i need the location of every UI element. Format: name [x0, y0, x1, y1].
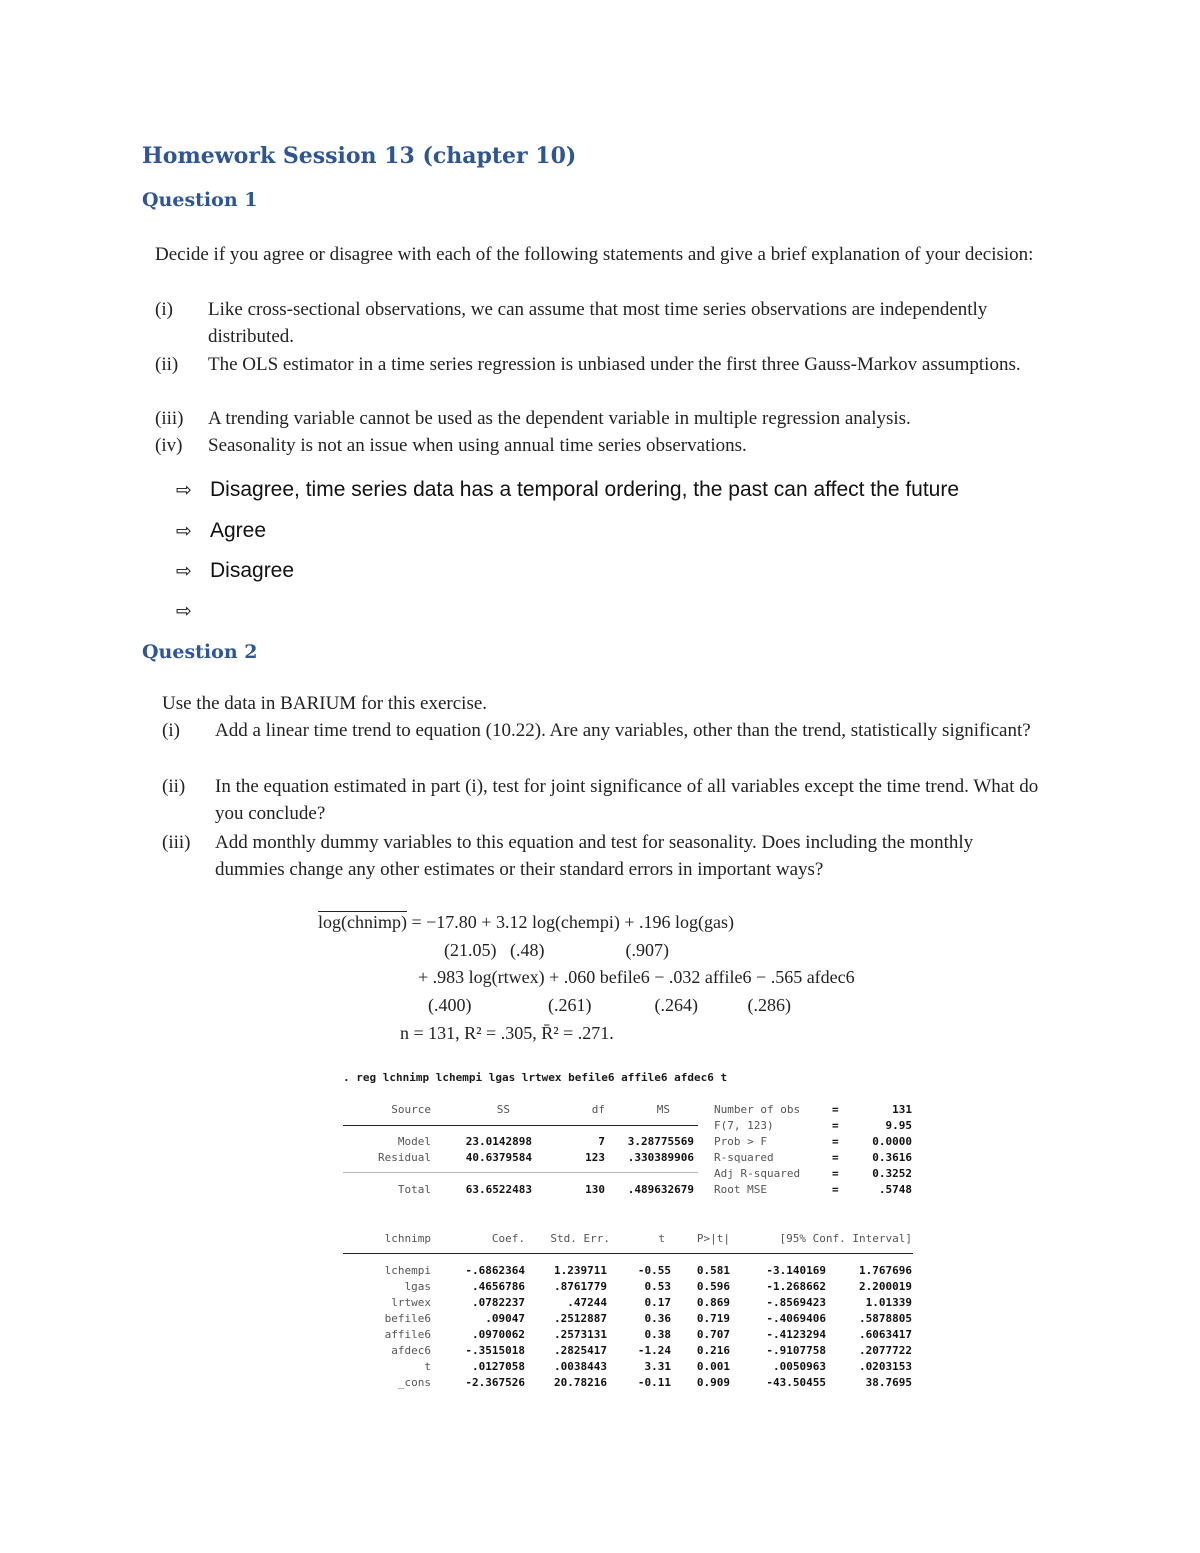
- anova-ms: .489632679: [627, 1183, 694, 1196]
- question-1-item: [155, 405, 1055, 432]
- coef-p: 0.869: [696, 1296, 730, 1309]
- fit-stat-label: Adj R-squared: [714, 1167, 801, 1180]
- coef-value: -.3515018: [465, 1344, 525, 1357]
- question-1-heading: Question 1: [142, 189, 258, 211]
- item-text: Add a linear time trend to equation (10.22). Are any variables, other than the trend, statistically significant?: [215, 720, 1031, 741]
- coef-t: 0.17: [644, 1296, 671, 1309]
- anova-ss: 23.0142898: [465, 1135, 532, 1148]
- coef-std-err: 20.78216: [554, 1376, 607, 1389]
- anova-header: MS: [656, 1103, 670, 1116]
- coef-ci-high: 1.767696: [859, 1264, 912, 1277]
- coef-value: .0127058: [472, 1360, 525, 1373]
- coef-p: 0.581: [696, 1264, 730, 1277]
- anova-df: 130: [585, 1183, 605, 1196]
- coef-std-err: .2573131: [554, 1328, 607, 1341]
- question-2-item: [162, 829, 1062, 883]
- anova-header: df: [591, 1103, 605, 1116]
- fit-stat-label: Root MSE: [714, 1183, 767, 1196]
- answer-line: [176, 559, 294, 583]
- equation-line-4: (.400) (.261) (.264) (.286): [428, 995, 791, 1015]
- coef-header: lchnimp: [384, 1232, 431, 1245]
- anova-header: SS: [496, 1103, 510, 1116]
- coef-value: .4656786: [472, 1280, 525, 1293]
- item-number: (iv): [155, 435, 183, 456]
- equation-line-2: (21.05) (.48) (.907): [444, 940, 669, 960]
- item-text: Like cross-sectional observations, we can assume that most time series observations are independently distributed.: [208, 299, 988, 347]
- fit-stat-label: R-squared: [714, 1151, 774, 1164]
- anova-ss: 63.6522483: [465, 1183, 532, 1196]
- coef-value: .0782237: [472, 1296, 525, 1309]
- question-2-item: [162, 773, 1062, 827]
- fit-stat-label: Prob > F: [714, 1135, 767, 1148]
- coef-value: -2.367526: [465, 1376, 525, 1389]
- coef-ci-low: -1.268662: [766, 1280, 826, 1293]
- item-text: A trending variable cannot be used as the dependent variable in multiple regression analysis.: [208, 408, 911, 429]
- coef-t: -0.55: [637, 1264, 671, 1277]
- coef-header: P>|t|: [696, 1232, 730, 1245]
- coef-var: t: [424, 1360, 431, 1373]
- coef-ci-high: .6063417: [859, 1328, 912, 1341]
- coef-t: 0.36: [644, 1312, 671, 1325]
- answer-text: Disagree: [210, 559, 295, 582]
- item-number: (i): [162, 720, 180, 741]
- fit-stat-eq: =: [832, 1119, 839, 1132]
- coef-std-err: .2512887: [554, 1312, 607, 1325]
- item-text: Add monthly dummy variables to this equation and test for seasonality. Does including the monthly dummies change any other estimates or their standard errors in important ways?: [215, 832, 974, 880]
- fit-stat-eq: =: [832, 1151, 839, 1164]
- anova-header: Source: [391, 1103, 431, 1116]
- coef-std-err: 1.239711: [554, 1264, 607, 1277]
- coef-std-err: .8761779: [554, 1280, 607, 1293]
- equation-line-3: + .983 log(rtwex) + .060 befile6 − .032 affile6 − .565 afdec6: [418, 967, 855, 987]
- anova-ms: 3.28775569: [627, 1135, 694, 1148]
- stata-command: . reg lchnimp lchempi lgas lrtwex befile6 affile6 afdec6 t: [343, 1071, 728, 1084]
- coef-t: 3.31: [644, 1360, 671, 1373]
- page-title: Homework Session 13 (chapter 10): [142, 143, 577, 169]
- coef-p: 0.001: [696, 1360, 730, 1373]
- question-1-intro: Decide if you agree or disagree with each of the following statements and give a brief explanation of your decision:: [155, 244, 1034, 265]
- item-text: Seasonality is not an issue when using annual time series observations.: [208, 435, 747, 456]
- table-rule: [343, 1253, 913, 1254]
- coef-var: afdec6: [391, 1344, 431, 1357]
- coef-ci-low: -3.140169: [766, 1264, 826, 1277]
- equation-line-1: [318, 912, 734, 933]
- answer-line: [176, 519, 266, 543]
- anova-ss: 40.6379584: [465, 1151, 532, 1164]
- item-number: (ii): [162, 776, 186, 797]
- coef-ci-low: -.4123294: [766, 1328, 826, 1341]
- anova-source: Model: [397, 1135, 431, 1148]
- coef-header: Std. Err.: [550, 1232, 610, 1245]
- coef-ci-low: .0050963: [773, 1360, 826, 1373]
- answer-text: Agree: [210, 519, 267, 542]
- coef-ci-high: 38.7695: [865, 1376, 912, 1389]
- coef-header: t: [658, 1232, 665, 1245]
- question-1-item: [155, 296, 1055, 350]
- coef-std-err: .47244: [567, 1296, 607, 1309]
- coef-ci-low: -43.50455: [766, 1376, 826, 1389]
- coef-p: 0.707: [696, 1328, 730, 1341]
- fit-stat-value: 0.0000: [872, 1135, 912, 1148]
- anova-ms: .330389906: [627, 1151, 694, 1164]
- coef-var: lgas: [404, 1280, 431, 1293]
- table-rule: [343, 1125, 698, 1126]
- arrow-icon: ⇨: [176, 560, 192, 582]
- coef-ci-high: .5878805: [859, 1312, 912, 1325]
- question-1-item: [155, 351, 1055, 405]
- question-2-heading: Question 2: [142, 641, 258, 663]
- equation-lhs: log(chnimp): [318, 912, 407, 932]
- fit-stat-eq: =: [832, 1103, 839, 1116]
- anova-df: 123: [585, 1151, 605, 1164]
- coef-ci-low: -.4069406: [766, 1312, 826, 1325]
- answer-line: [176, 599, 210, 623]
- coef-var: affile6: [384, 1328, 431, 1341]
- coef-t: -0.11: [637, 1376, 671, 1389]
- coef-var: _cons: [397, 1376, 431, 1389]
- anova-source: Residual: [378, 1151, 431, 1164]
- fit-stat-label: F(7, 123): [714, 1119, 774, 1132]
- coef-ci-low: -.9107758: [766, 1344, 826, 1357]
- coef-value: .09047: [485, 1312, 525, 1325]
- equation-rhs: = −17.80 + 3.12 log(chempi) + .196 log(gas): [411, 912, 735, 932]
- arrow-icon: ⇨: [176, 520, 192, 542]
- item-number: (i): [155, 299, 173, 320]
- coef-p: 0.909: [696, 1376, 730, 1389]
- coef-value: .0970062: [472, 1328, 525, 1341]
- coef-ci-high: .2077722: [859, 1344, 912, 1357]
- coef-header: Coef.: [491, 1232, 525, 1245]
- answer-text: Disagree, time series data has a temporal ordering, the past can affect the future: [210, 478, 960, 501]
- item-number: (iii): [155, 408, 184, 429]
- item-text: In the equation estimated in part (i), test for joint significance of all variables except the time trend. What do you conclude?: [215, 776, 1039, 824]
- question-2-item: [162, 717, 1062, 771]
- coef-header: [95% Conf. Interval]: [779, 1232, 912, 1245]
- fit-stat-label: Number of obs: [714, 1103, 801, 1116]
- item-number: (iii): [162, 832, 191, 853]
- coef-ci-high: 1.01339: [865, 1296, 912, 1309]
- coef-p: 0.596: [696, 1280, 730, 1293]
- fit-stat-value: 0.3252: [872, 1167, 912, 1180]
- coef-var: lchempi: [384, 1264, 431, 1277]
- fit-stat-eq: =: [832, 1135, 839, 1148]
- fit-stat-eq: =: [832, 1167, 839, 1180]
- arrow-icon: ⇨: [176, 479, 192, 501]
- arrow-icon: ⇨: [176, 600, 192, 622]
- coef-var: lrtwex: [391, 1296, 431, 1309]
- question-2-intro: Use the data in BARIUM for this exercise.: [162, 693, 488, 714]
- coef-t: 0.53: [644, 1280, 671, 1293]
- coef-var: befile6: [384, 1312, 431, 1325]
- coef-value: -.6862364: [465, 1264, 525, 1277]
- coef-ci-high: .0203153: [859, 1360, 912, 1373]
- question-1-item: [155, 432, 1055, 459]
- coef-ci-low: -.8569423: [766, 1296, 826, 1309]
- item-text: The OLS estimator in a time series regression is unbiased under the first three Gauss-Markov assumptions.: [208, 354, 1021, 375]
- coef-std-err: .2825417: [554, 1344, 607, 1357]
- anova-source: Total: [397, 1183, 431, 1196]
- coef-p: 0.216: [696, 1344, 730, 1357]
- fit-stat-value: 0.3616: [872, 1151, 912, 1164]
- coef-t: -1.24: [637, 1344, 671, 1357]
- fit-stat-value: .5748: [878, 1183, 912, 1196]
- coef-std-err: .0038443: [554, 1360, 607, 1373]
- item-number: (ii): [155, 354, 179, 375]
- table-rule: [343, 1172, 698, 1173]
- coef-t: 0.38: [644, 1328, 671, 1341]
- fit-stat-eq: =: [832, 1183, 839, 1196]
- fit-stat-value: 131: [892, 1103, 912, 1116]
- answer-line: [176, 478, 959, 502]
- coef-p: 0.719: [696, 1312, 730, 1325]
- coef-ci-high: 2.200019: [859, 1280, 912, 1293]
- anova-df: 7: [598, 1135, 605, 1148]
- fit-stat-value: 9.95: [885, 1119, 912, 1132]
- equation-line-5: n = 131, R² = .305, R̄² = .271.: [400, 1023, 614, 1043]
